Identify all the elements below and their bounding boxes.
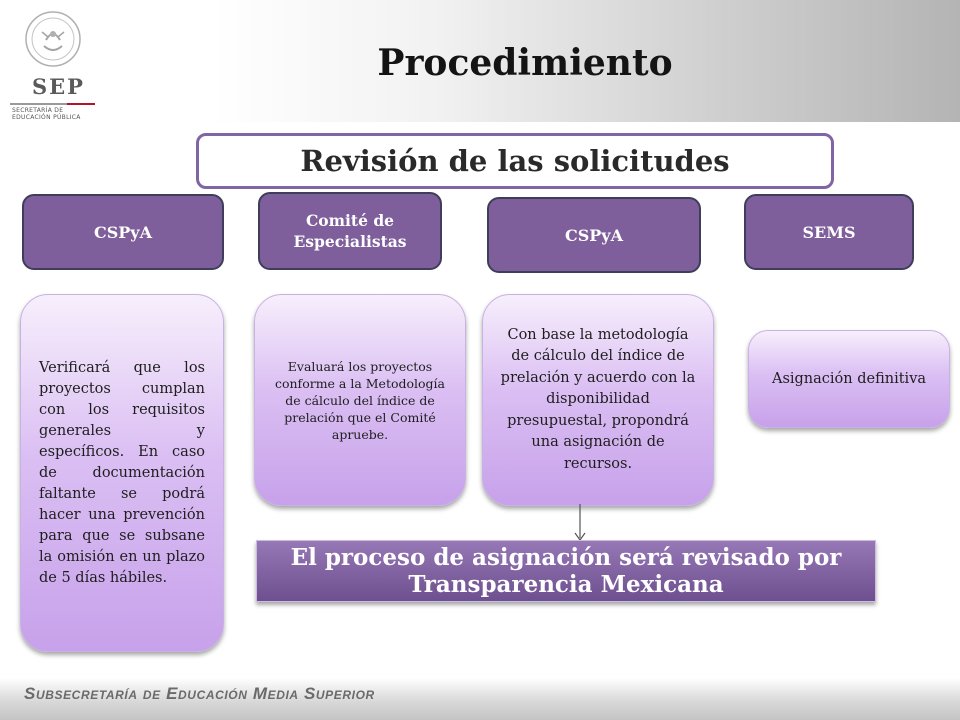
final-note-box: El proceso de asignación será revisado por Transparencia Mexicana: [256, 540, 876, 602]
role-box-comite: Comité de Especialistas: [258, 192, 442, 270]
logo-accent-line: [67, 103, 95, 105]
footer-text: Subsecretaría de Educación Media Superior: [24, 684, 375, 703]
down-arrow-icon: [570, 504, 590, 544]
national-seal-icon: [24, 10, 82, 68]
description-text: Con base la metodología de cálculo del índice de prelación y acuerdo con la disponibilidad presupuestal, propondrá una asignación de recursos.: [500, 326, 696, 472]
description-text: Asignación definitiva: [771, 371, 927, 387]
logo-subtitle-line1: SECRETARÍA DE: [12, 107, 64, 114]
role-box-cspya-1: CSPyA: [22, 194, 224, 270]
section-banner: Revisión de las solicitudes: [196, 133, 834, 189]
role-box-cspya-2: CSPyA: [487, 197, 701, 273]
description-box-sems: [748, 330, 950, 428]
description-text: Verificará que los proyectos cumplan con los requisitos generales y específicos. En caso de documentación faltante se podrá hacer una prevención para que se subsane la omisión en un plazo de 5 días hábiles.: [39, 359, 205, 586]
logo-subtitle-line2: EDUCACIÓN PÚBLICA: [12, 114, 81, 121]
sep-logo: [10, 8, 130, 123]
role-box-sems: SEMS: [744, 194, 914, 270]
logo-subtitle: [12, 107, 81, 121]
page-title: Procedimiento: [377, 42, 673, 84]
logo-divider: [10, 103, 95, 105]
description-box-comite: [254, 294, 466, 506]
description-box-cspya-1: [20, 294, 224, 652]
description-box-cspya-2: [482, 294, 714, 506]
logo-sep-text: SEP: [32, 74, 85, 99]
description-text: Evaluará los proyectos conforme a la Metodología de cálculo del índice de prelación que el Comité apruebe.: [274, 358, 446, 442]
